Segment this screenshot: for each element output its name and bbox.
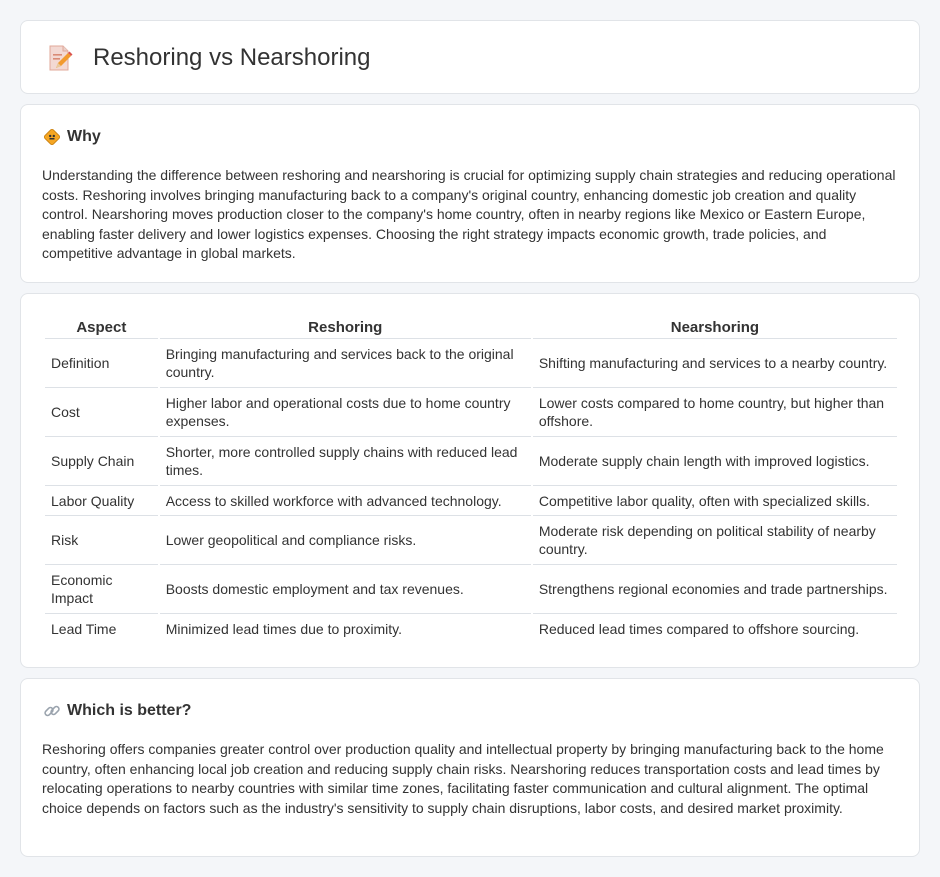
why-title: Why: [67, 128, 101, 145]
table-row: [45, 436, 897, 485]
aspect-cell: Cost: [45, 387, 158, 436]
nearshoring-cell: Moderate supply chain length with improved logistics.: [533, 436, 897, 485]
nearshoring-cell: Reduced lead times compared to offshore sourcing.: [533, 613, 897, 643]
diamond-road-sign-icon: [43, 128, 61, 146]
aspect-cell: Labor Quality: [45, 485, 158, 515]
better-title: Which is better?: [67, 702, 192, 719]
header-reshoring: Reshoring: [308, 318, 383, 336]
table-row: [45, 515, 897, 564]
table-header-row: [45, 317, 897, 338]
document-pen-icon: [47, 44, 73, 72]
aspect-cell: Economic Impact: [45, 564, 158, 613]
nearshoring-cell: Competitive labor quality, often with specialized skills.: [533, 485, 897, 515]
aspect-cell: Risk: [45, 515, 158, 564]
aspect-cell: Definition: [45, 338, 158, 387]
why-heading: [43, 127, 101, 147]
comparison-table: [43, 317, 899, 643]
aspect-cell: Lead Time: [45, 613, 158, 643]
table-row: [45, 338, 897, 387]
why-card: [20, 104, 920, 283]
reshoring-cell: Access to skilled workforce with advanced technology.: [160, 485, 531, 515]
header-card: [20, 20, 920, 94]
link-icon: [43, 702, 61, 720]
comparison-card: [20, 293, 920, 668]
header-nearshoring: Nearshoring: [670, 318, 760, 336]
reshoring-cell: Higher labor and operational costs due to home country expenses.: [160, 387, 531, 436]
nearshoring-cell: Shifting manufacturing and services to a nearby country.: [533, 338, 897, 387]
reshoring-cell: Lower geopolitical and compliance risks.: [160, 515, 531, 564]
reshoring-cell: Minimized lead times due to proximity.: [160, 613, 531, 643]
reshoring-cell: Bringing manufacturing and services back to the original country.: [160, 338, 531, 387]
table-row: [45, 485, 897, 515]
table-row: [45, 613, 897, 643]
why-text: Understanding the difference between reshoring and nearshoring is crucial for optimizing supply chain strategies and reducing operational costs. Reshoring involves bringing manufacturing back to a company's original country, enhancing domestic job creation and quality control. Nearshoring moves production closer to the company's home country, often in nearby regions like Mexico or Eastern Europe, enabling faster delivery and lower logistics expenses. Choosing the right strategy impacts economic growth, trade policies, and competitive advantage in global markets.: [42, 167, 896, 261]
reshoring-cell: Shorter, more controlled supply chains with reduced lead times.: [160, 436, 531, 485]
title-row: [47, 43, 370, 73]
reshoring-cell: Boosts domestic employment and tax revenues.: [160, 564, 531, 613]
aspect-cell: Supply Chain: [45, 436, 158, 485]
nearshoring-cell: Lower costs compared to home country, but higher than offshore.: [533, 387, 897, 436]
page-title: Reshoring vs Nearshoring: [93, 44, 371, 71]
header-aspect: Aspect: [76, 318, 127, 336]
nearshoring-cell: Strengthens regional economies and trade partnerships.: [533, 564, 897, 613]
better-heading: [43, 701, 191, 721]
table-row: [45, 387, 897, 436]
nearshoring-cell: Moderate risk depending on political stability of nearby country.: [533, 515, 897, 564]
better-text: Reshoring offers companies greater control over production quality and intellectual property by bringing manufacturing back to the home country, often enhancing local job creation and reducing supply chain risks. Nearshoring reduces transportation costs and lead times by relocating operations to nearby countries with similar time zones, facilitating faster communication and cultural alignment. The optimal choice depends on factors such as the industry's sensitivity to supply chain disruptions, labor costs, and desired market proximity.: [42, 741, 884, 816]
table-row: [45, 564, 897, 613]
which-is-better-card: [20, 678, 920, 857]
